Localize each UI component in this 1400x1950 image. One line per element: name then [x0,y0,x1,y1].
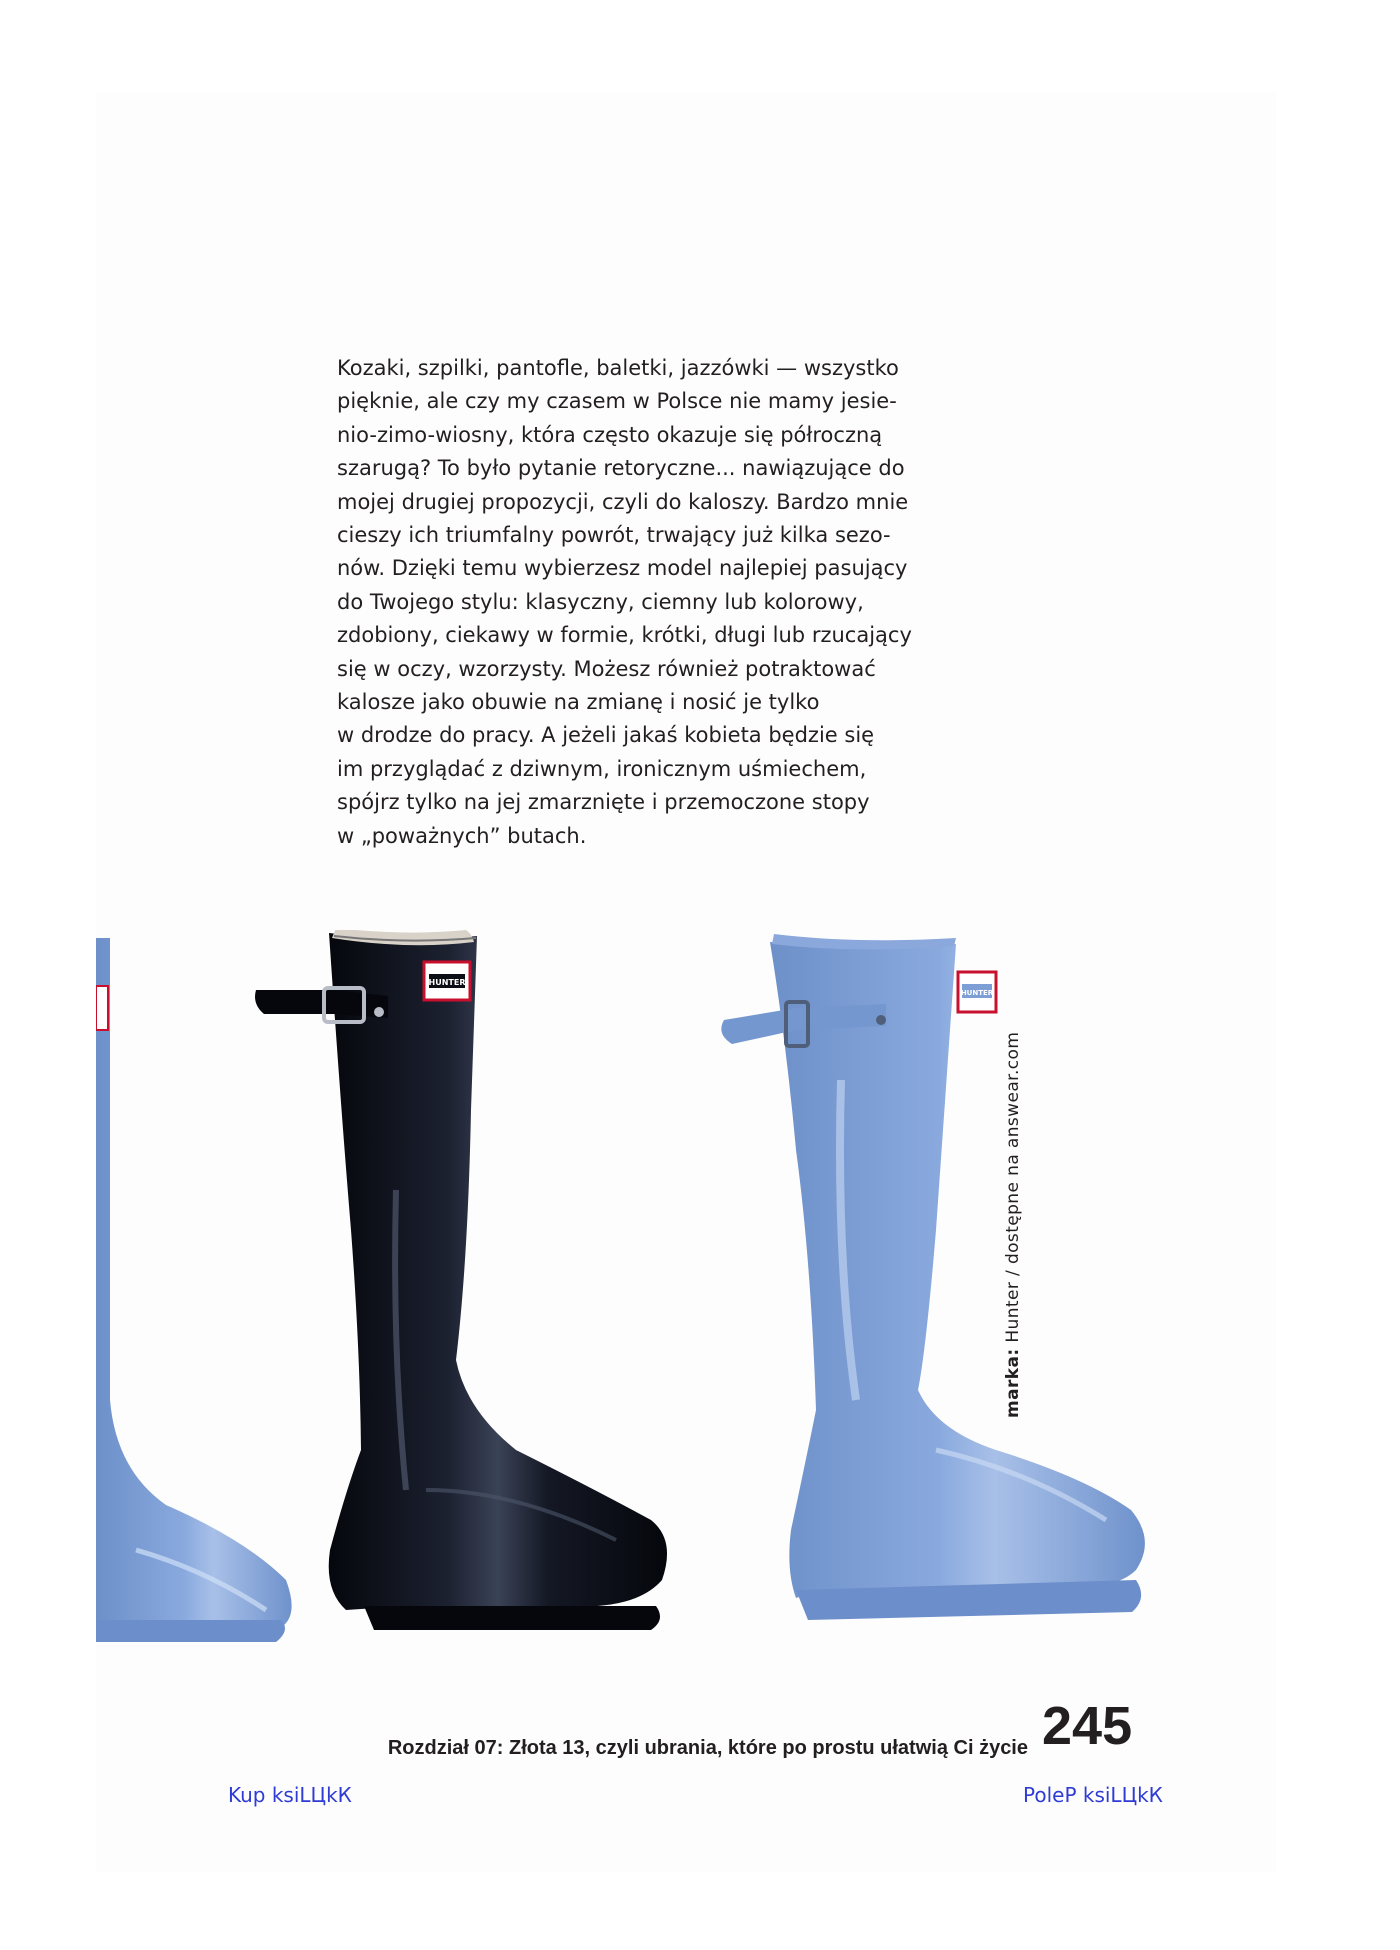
body-line: im przyglądać z dziwnym, ironicznym uśmiechem, [337,756,867,781]
buy-book-link[interactable]: Kup ksiLЦkК [228,1783,352,1807]
blue-boot-right [721,934,1145,1620]
page-number: 245 [1042,1696,1133,1756]
photo-caption [1003,1031,1033,1418]
black-boot-brand-label: HUNTER [428,978,466,987]
body-line: pięknie, ale czy my czasem w Polsce nie mamy jesie- [337,389,897,414]
body-line: Kozaki, szpilki, pantofle, baletki, jazzówki — wszystko [337,356,899,380]
body-line: zdobiony, ciekawy w formie, krótki, długi lub rzucający [337,623,912,648]
body-line: szarugą? To było pytanie retoryczne... nawiązujące do [337,456,905,481]
body-line: do Twojego stylu: klasyczny, ciemny lub kolorowy, [337,589,864,614]
body-line: nio-zimo-wiosny, która często okazuje się półroczną [337,422,883,447]
body-line: kalosze jako obuwie na zmianę i nosić je tylko [337,690,820,715]
recommend-book-link[interactable]: PoleР ksiLЦkК [1023,1783,1163,1807]
body-paragraph [337,352,912,853]
chapter-title: Rozdział 07: Złota 13, czyli ubrania, które po prostu ułatwią Ci życie [387,1737,1028,1759]
body-line: w drodze do pracy. A jeżeli jakaś kobieta będzie się [337,723,875,748]
caption-label: marka: [1003,1348,1023,1418]
body-line: w „poważnych” butach. [337,823,587,848]
blue-boot-left-partial [96,938,292,1642]
black-boot [255,930,667,1630]
body-line: się w oczy, wzorzysty. Możesz również potraktować [337,656,876,681]
caption-text: Hunter / dostępne na answear.com [1003,1031,1023,1343]
body-line: spójrz tylko na jej zmarznięte i przemoczone stopy [337,790,870,815]
blue-boot-brand-label: HUNTER [960,989,994,997]
body-line: mojej drugiej propozycji, czyli do kaloszy. Bardzo mnie [337,489,909,514]
body-line: nów. Dzięki temu wybierzesz model najlepiej pasujący [337,556,908,581]
body-line: cieszy ich triumfalny powrót, trwający już kilka sezo- [337,523,891,548]
